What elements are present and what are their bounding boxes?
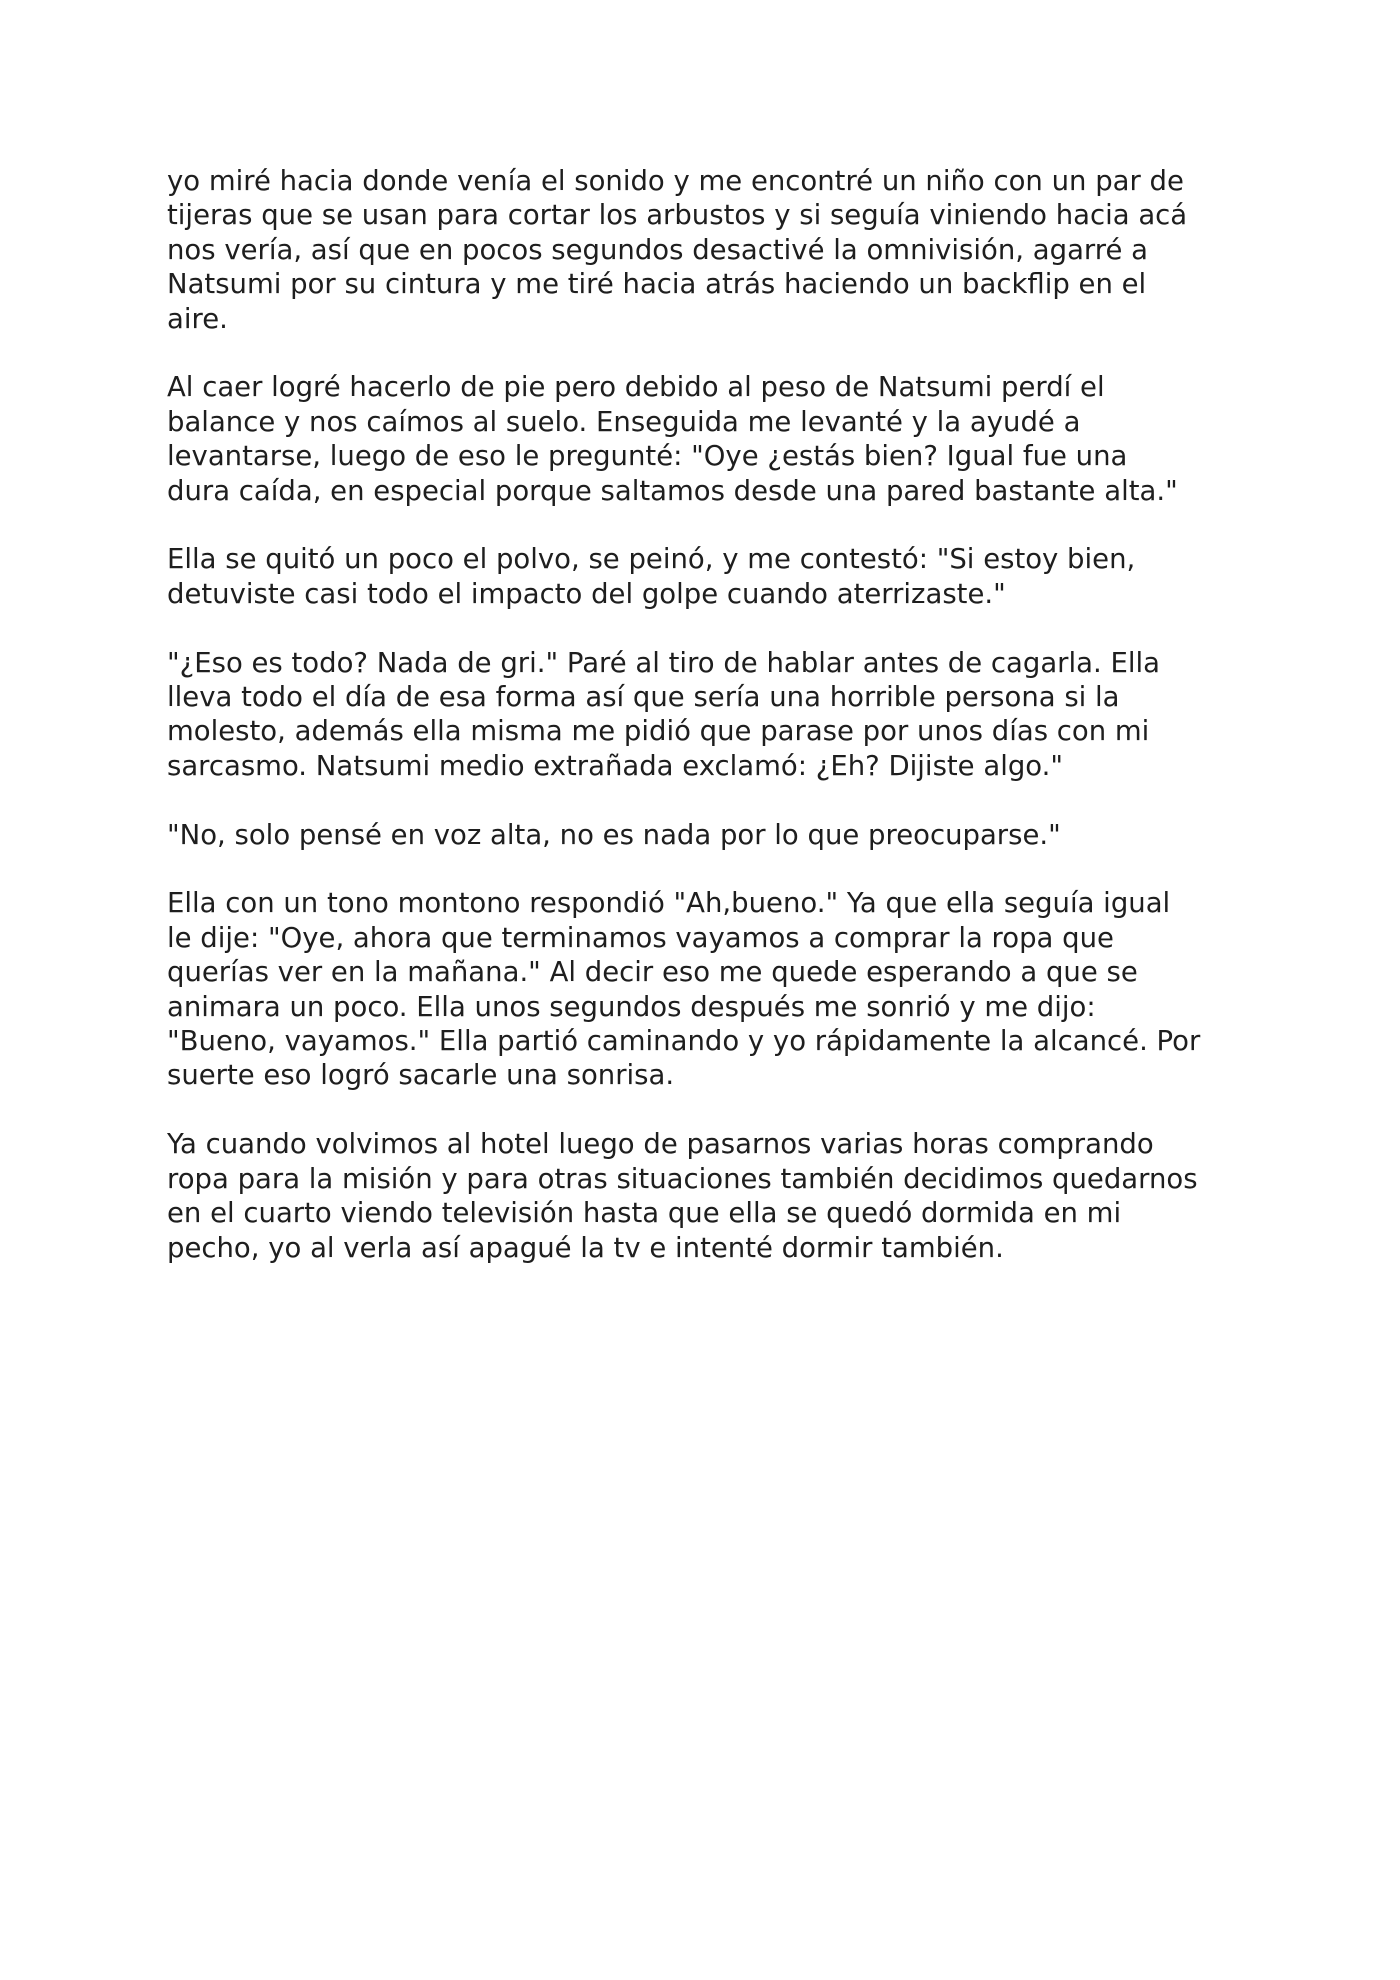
paragraph-5 [167,818,1257,852]
paragraph-7 [167,1127,1257,1265]
text-line: en el cuarto viendo televisión hasta que ella se quedó dormida en mi [167,1197,1122,1230]
text-line: sarcasmo. Natsumi medio extrañada exclamó: ¿Eh? Dijiste algo." [167,749,1064,782]
text-line: suerte eso logró sacarle una sonrisa. [167,1059,675,1092]
text-line: Ella con un tono montono respondió "Ah,bueno." Ya que ella seguía igual [167,887,1171,920]
text-line: detuviste casi todo el impacto del golpe cuando aterrizaste." [167,577,1006,610]
text-line: "No, solo pensé en voz alta, no es nada por lo que preocuparse." [167,818,1061,851]
document-body [167,164,1257,1299]
text-line: aire. [167,302,228,335]
text-line: Ella se quitó un poco el polvo, se peinó, y me contestó: "Si estoy bien, [167,543,1136,576]
text-line: molesto, además ella misma me pidió que parase por unos días con mi [167,715,1150,748]
text-line: querías ver en la mañana." Al decir eso me quede esperando a que se [167,956,1138,989]
text-line: Natsumi por su cintura y me tiré hacia atrás haciendo un backflip en el [167,268,1147,301]
paragraph-3 [167,542,1257,611]
text-line: balance y nos caímos al suelo. Enseguida me levanté y la ayudé a [167,405,1081,438]
text-line: nos vería, así que en pocos segundos desactivé la omnivisión, agarré a [167,233,1148,266]
text-line: dura caída, en especial porque saltamos desde una pared bastante alta." [167,474,1178,507]
text-line: Al caer logré hacerlo de pie pero debido al peso de Natsumi perdí el [167,371,1105,404]
text-line: yo miré hacia donde venía el sonido y me encontré un niño con un par de [167,165,1184,197]
text-line: levantarse, luego de eso le pregunté: "Oye ¿estás bien? Igual fue una [167,440,1128,473]
text-line: "¿Eso es todo? Nada de gri." Paré al tiro de hablar antes de cagarla. Ella [167,646,1160,679]
paragraph-4 [167,646,1257,784]
paragraph-2 [167,370,1257,508]
text-line: "Bueno, vayamos." Ella partió caminando y yo rápidamente la alcancé. Por [167,1025,1201,1058]
text-line: Ya cuando volvimos al hotel luego de pasarnos varias horas comprando [167,1128,1154,1161]
text-line: le dije: "Oye, ahora que terminamos vayamos a comprar la ropa que [167,921,1114,954]
text-line: tijeras que se usan para cortar los arbustos y si seguía viniendo hacia acá [167,199,1188,232]
text-line: animara un poco. Ella unos segundos después me sonrió y me dijo: [167,990,1096,1023]
text-line: pecho, yo al verla así apagué la tv e intenté dormir también. [167,1231,1004,1264]
paragraph-1 [167,164,1257,336]
text-line: lleva todo el día de esa forma así que sería una horrible persona si la [167,681,1120,714]
text-line: ropa para la misión y para otras situaciones también decidimos quedarnos [167,1162,1198,1195]
paragraph-6 [167,886,1257,1092]
